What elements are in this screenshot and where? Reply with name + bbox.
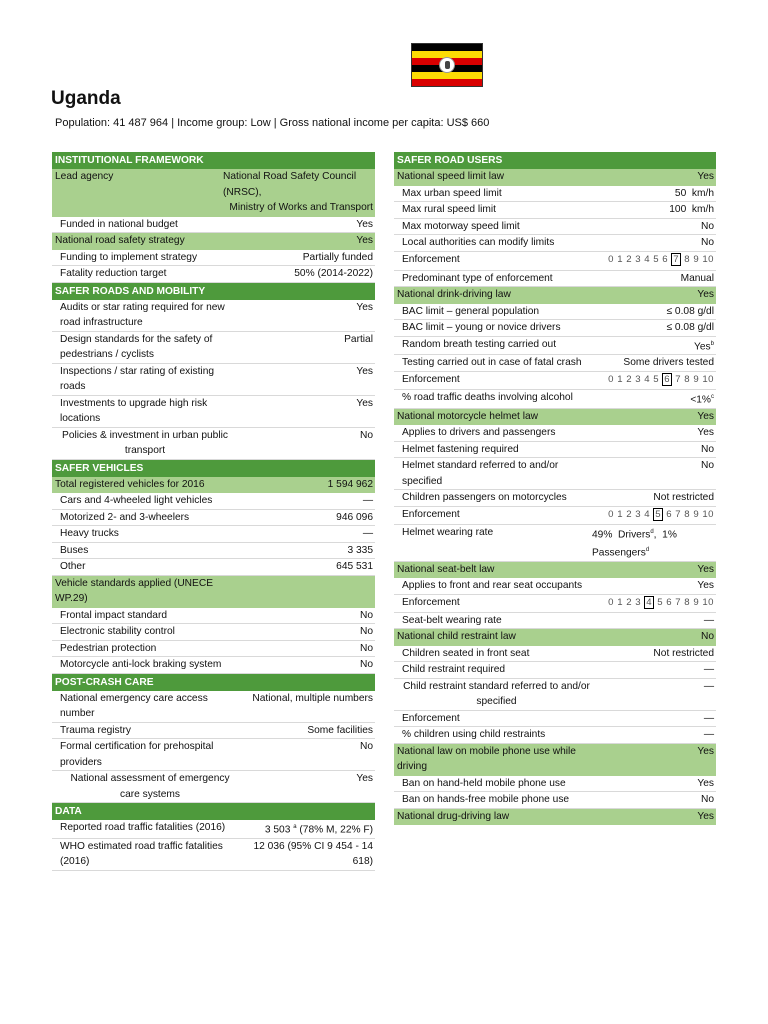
table-row [52,641,375,658]
row-label: Frontal impact standard [60,609,168,621]
row-value: 12 036 (95% CI 9 454 - 14 618) [253,840,373,868]
table-row [394,372,716,390]
table-row [52,691,375,723]
scale-digit: 1 [617,596,624,608]
table-row [394,776,716,793]
scale-digit: 0 [608,373,615,385]
table-row [52,428,375,460]
row-label: Audits or star rating required for new road infrastructure [60,301,225,328]
table-row [394,355,716,372]
scale-digit: 9 [693,373,700,385]
scale-digit-selected: 7 [673,253,680,265]
section-header-road-users: SAFER ROAD USERS [394,152,716,169]
scale-digit: 2 [626,373,633,385]
row-label: Funded in national budget [60,218,178,230]
row-label: Enforcement [402,712,460,724]
table-row [52,233,375,250]
row-value [690,390,716,408]
rbt-value: Yes [694,340,711,352]
row-value: Yes [697,777,714,789]
table-row [52,493,375,510]
row-label: Investments to upgrade high risk locations [60,397,208,424]
row-value: Yes [356,365,373,377]
row-value: Yes [697,563,714,575]
row-value [265,820,375,838]
row-value: No [359,429,373,441]
table-row [394,744,716,776]
row-label: Buses [60,544,89,556]
scale-digit: 3 [635,373,642,385]
footnote-mark: d [645,546,650,553]
row-value [694,337,716,355]
row-value: Yes [697,410,714,422]
scale-digit: 3 [635,596,642,608]
scale-digit: 10 [702,596,714,608]
row-value: Manual [680,272,714,284]
scale-digit: 10 [702,253,714,265]
table-row [394,320,716,337]
lead-agency-row [52,169,375,217]
row-value: Not restricted [653,492,714,504]
row-label: Helmet fastening required [402,443,519,455]
table-row [394,458,716,490]
helmet-passengers: Passengers [592,547,646,559]
row-value: 3 335 [347,544,373,556]
row-value: No [359,659,373,670]
row-value [592,525,716,561]
row-label: National emergency care access number [60,692,208,719]
table-row [52,608,375,625]
row-label: Child restraint standard referred to and/or specified [403,680,590,708]
row-label: Predominant type of enforcement [402,272,553,284]
row-label: Motorcycle anti-lock braking system [60,659,222,670]
table-row [52,657,375,674]
row-value: 50% (2014-2022) [294,268,373,279]
table-row [394,490,716,507]
row-value: Some drivers tested [623,357,714,369]
fatalities-split: (78% M, 22% F) [296,824,373,836]
row-value: — [362,495,373,506]
table-row [394,809,716,826]
row-label: Children seated in front seat [402,647,530,659]
row-label: % children using child restraints [402,729,546,741]
helmet-passenger-rate: , 1% [653,529,677,541]
row-value: Partially funded [302,251,373,263]
scale-digit: 9 [693,508,700,520]
footnote-mark: b [710,340,714,347]
row-label: Reported road traffic fatalities (2016) [60,822,226,833]
scale-digit: 8 [684,373,691,385]
scale-digit: 9 [693,596,700,608]
row-label: National drug-driving law [397,810,510,822]
row-value: — [703,729,714,741]
row-value: Yes [356,397,373,409]
row-label: Applies to front and rear seat occupants [402,580,583,592]
row-label: Max urban speed limit [402,187,502,199]
row-label: Policies & investment in urban public transport [62,429,228,456]
row-label: WHO estimated road traffic fatalities (2016) [60,840,223,868]
country-title: Uganda [51,88,121,109]
scale-digit-selected: 5 [655,508,662,520]
row-value: 100 km/h [669,204,714,215]
row-label: BAC limit – young or novice drivers [402,322,561,333]
fatalities-value: 3 503 [264,824,291,836]
row-label: Local authorities can modify limits [402,237,555,248]
row-value: Yes [356,218,373,230]
helmet-drivers: 49% Drivers [592,529,651,541]
row-label: Enforcement [402,253,460,265]
table-row [394,613,716,630]
table-row [394,629,716,646]
scale-digit: 2 [626,596,633,608]
row-label: Random breath testing carried out [402,338,557,350]
row-value: Yes [356,773,373,784]
table-row [394,646,716,663]
row-label: Helmet standard referred to and/or specified [402,460,559,487]
table-row [52,364,375,396]
row-value: No [359,741,373,752]
row-value: Yes [697,427,714,439]
row-value: Partial [344,333,373,345]
section-header-roads: SAFER ROADS AND MOBILITY [52,283,375,300]
row-label: Lead agency [55,171,114,182]
scale-digit: 0 [608,253,615,265]
row-value: No [700,443,714,455]
table-row [52,723,375,740]
table-row [394,252,716,271]
table-row [52,820,375,839]
row-value: Yes [356,235,373,246]
row-value: ≤ 0.08 g/dl [666,322,714,333]
row-value: Yes [697,289,714,300]
row-label: Enforcement [402,508,460,520]
row-label: Pedestrian protection [60,642,157,654]
row-value: Yes [697,580,714,592]
scale-digit: 7 [675,373,682,385]
footnote-mark: c [711,393,714,400]
row-value: — [703,712,714,724]
table-row [394,442,716,459]
table-row [52,839,375,871]
lead-agency-value-2: Ministry of Works and Transport [229,202,373,213]
row-value: No [700,631,714,643]
table-row [394,409,716,426]
row-value: — [703,680,714,692]
row-label: National child restraint law [397,631,516,643]
table-row [52,510,375,527]
table-row [394,271,716,288]
row-value: No [359,642,373,654]
row-value: Yes [697,810,714,822]
row-label: National motorcycle helmet law [397,410,538,422]
row-label: National law on mobile phone use while driving [397,745,576,773]
section-header-postcrash: POST-CRASH CARE [52,674,375,691]
row-value: — [362,528,373,539]
scale-digit: 4 [644,373,651,385]
scale-digit: 8 [684,508,691,520]
table-row [394,186,716,203]
row-value: No [359,626,373,637]
row-label: Inspections / star rating of existing roads [60,365,215,392]
table-row [394,595,716,613]
row-label: National drink-driving law [397,289,511,300]
row-label: Enforcement [402,373,460,385]
table-row [52,332,375,364]
enforcement-scale [608,507,716,524]
row-label: Max motorway speed limit [402,220,520,232]
row-value: No [359,609,373,621]
row-label: Children passengers on motorcycles [402,492,567,504]
table-row [394,578,716,595]
scale-digit: 6 [666,596,673,608]
scale-digit-selected: 6 [664,373,671,385]
scale-digit: 5 [653,253,660,265]
row-label: Design standards for the safety of pedestrians / cyclists [60,333,213,360]
enforcement-scale [608,252,716,270]
row-label: Testing carried out in case of fatal crash [402,357,582,369]
uganda-flag [411,43,483,87]
row-value: ≤ 0.08 g/dl [666,305,714,317]
footnote-mark: d [650,528,654,535]
enforcement-scale [608,595,716,612]
row-label: Child restraint required [402,664,506,676]
scale-digit: 8 [684,253,691,265]
row-value: Yes [697,745,714,757]
row-value: — [703,664,714,676]
table-row [52,543,375,560]
lead-agency-value [223,169,375,216]
table-row [52,266,375,283]
row-value: National, multiple numbers [252,692,373,704]
table-row [52,739,375,771]
table-row [394,562,716,579]
table-row [394,169,716,186]
lead-agency-value-1: National Road Safety Council (NRSC), [223,171,357,198]
scale-digit: 5 [653,373,660,385]
row-label: Vehicle standards applied (UNECE WP.29) [55,577,213,604]
left-column [52,152,375,871]
table-row [394,337,716,356]
scale-digit: 8 [684,596,691,608]
scale-digit: 10 [702,508,714,520]
row-label: Fatality reduction target [60,268,167,279]
table-row [394,792,716,809]
row-value: Some facilities [307,724,373,736]
scale-digit: 3 [635,253,642,265]
row-value: No [700,237,714,248]
row-value: No [700,460,714,472]
scale-digit: 4 [644,508,651,520]
scale-digit: 3 [635,508,642,520]
footnote-mark: a [293,824,297,830]
table-row [394,727,716,744]
table-row [52,624,375,641]
table-row [394,390,716,409]
table-row [52,477,375,494]
country-subtitle: Population: 41 487 964 | Income group: Low | Gross national income per capita: US$ 660 [55,117,490,129]
table-row [52,217,375,234]
scale-digit: 7 [675,596,682,608]
table-row [394,525,716,562]
table-row [394,662,716,679]
row-value: 645 531 [336,561,373,572]
scale-digit: 1 [617,508,624,520]
table-row [52,300,375,332]
row-label: Ban on hands-free mobile phone use [402,794,570,806]
table-row [394,679,716,711]
row-label: Total registered vehicles for 2016 [55,478,205,490]
flag-stripe [412,44,482,51]
section-header-vehicles: SAFER VEHICLES [52,460,375,477]
row-value: Not restricted [653,647,714,659]
row-label: Heavy trucks [60,528,119,539]
row-label: Seat-belt wearing rate [402,614,502,626]
row-label: Enforcement [402,596,460,608]
scale-digit-selected: 4 [646,596,653,608]
row-label: Helmet wearing rate [402,526,494,538]
scale-digit: 6 [662,253,669,265]
right-column [394,152,716,825]
table-row [394,507,716,525]
row-value: 1 594 962 [327,478,373,490]
section-header-data: DATA [52,803,375,820]
row-label: National road safety strategy [55,235,185,246]
table-row [394,202,716,219]
table-row [394,235,716,252]
row-value: 946 096 [336,511,373,523]
table-row [394,287,716,304]
row-value: No [700,794,714,806]
scale-digit: 0 [608,508,615,520]
table-row [52,526,375,543]
row-label: Electronic stability control [60,626,175,637]
row-label: Trauma registry [60,724,131,736]
row-label: Formal certification for prehospital providers [60,741,214,768]
scale-digit: 7 [675,508,682,520]
row-label: Applies to drivers and passengers [402,427,556,439]
table-row [52,250,375,267]
row-label: BAC limit – general population [402,305,540,317]
table-row [394,425,716,442]
section-header-institutional: INSTITUTIONAL FRAMEWORK [52,152,375,169]
scale-digit: 0 [608,596,615,608]
crane-emblem-icon [439,57,455,73]
row-label: Other [60,561,86,572]
row-label: National seat-belt law [397,563,495,575]
scale-digit: 4 [644,253,651,265]
table-row [52,771,375,803]
table-row [52,396,375,428]
scale-digit: 9 [693,253,700,265]
row-value: Yes [356,301,373,313]
table-row [394,219,716,236]
scale-digit: 6 [666,508,673,520]
row-label: Funding to implement strategy [60,251,198,263]
table-row [394,304,716,321]
scale-digit: 1 [617,253,624,265]
row-label: Max rural speed limit [402,204,496,215]
row-label: National speed limit law [397,171,505,182]
row-value: 50 km/h [674,187,714,199]
row-label: Cars and 4-wheeled light vehicles [60,495,213,506]
row-value: No [700,220,714,232]
scale-digit: 1 [617,373,624,385]
scale-digit: 5 [657,596,664,608]
table-row [394,711,716,728]
alcohol-value: <1% [690,394,711,406]
row-value: — [703,614,714,626]
row-label: % road traffic deaths involving alcohol [402,391,573,403]
row-label: Ban on hand-held mobile phone use [402,777,566,789]
vehicle-standards-row [52,576,375,608]
row-label: National assessment of emergency care systems [70,773,230,800]
scale-digit: 2 [626,508,633,520]
scale-digit: 10 [702,373,714,385]
enforcement-scale [608,372,716,389]
row-value: Yes [697,171,714,182]
scale-digit: 2 [626,253,633,265]
flag-stripe [412,79,482,86]
row-label: Motorized 2- and 3-wheelers [60,511,190,523]
table-row [52,559,375,576]
